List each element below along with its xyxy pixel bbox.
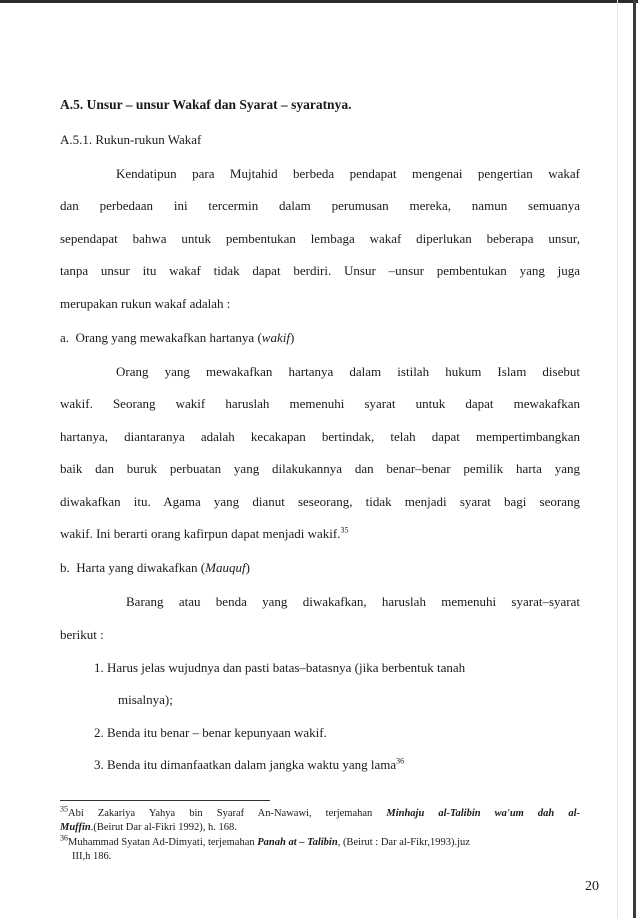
- footnote-text: .(Beirut Dar al-Fikri 1992), h. 168.: [90, 822, 237, 833]
- numbered-item-1-continuation: misalnya);: [118, 692, 173, 707]
- footnote-title: Minhaju al-Talibin wa'um dah al-: [386, 808, 581, 819]
- list-item-text: Harta yang diwakafkan (: [76, 560, 206, 575]
- list-item-b: [60, 560, 250, 576]
- paragraph-text: wakif. Ini berarti orang kafirpun dapat menjadi wakif.: [60, 526, 341, 541]
- footnote-text: Abi Zakariya Yahya bin Syaraf An-Nawawi, terjemahan: [68, 808, 387, 819]
- item-text: Benda itu benar – benar kepunyaan wakif.: [107, 725, 327, 740]
- numbered-item-3: [94, 757, 404, 773]
- item-text: Benda itu dimanfaatkan dalam jangka waktu yang lama: [107, 757, 397, 772]
- footnote-36-continuation: III,h 186.: [72, 851, 112, 862]
- paragraph-line: Orang yang mewakafkan hartanya dalam istilah hukum Islam disebut: [116, 364, 580, 379]
- item-number: 3.: [94, 757, 104, 772]
- paragraph-line: merupakan rukun wakaf adalah :: [60, 296, 231, 311]
- list-item-a: [60, 330, 294, 346]
- paragraph-line: tanpa unsur itu wakaf tidak dapat berdiri. Unsur –unsur pembentukan yang juga: [60, 263, 580, 278]
- list-item-close: ): [289, 330, 295, 345]
- paragraph-line: hartanya, diantaranya adalah kecakapan bertindak, telah dapat mempertimbangkan: [60, 429, 580, 444]
- list-item-close: ): [245, 560, 250, 575]
- item-number: 1.: [94, 660, 104, 675]
- section-heading: A.5. Unsur – unsur Wakaf dan Syarat – syaratnya.: [60, 97, 352, 112]
- item-text: Harus jelas wujudnya dan pasti batas–batasnya (jika berbentuk tanah: [107, 660, 466, 675]
- footnote-36: [60, 833, 470, 849]
- paragraph-line: [60, 526, 348, 542]
- footnote-text: Muhammad Syatan Ad-Dimyati, terjemahan: [68, 837, 258, 848]
- scan-shadow: [617, 0, 618, 918]
- item-number: 2.: [94, 725, 104, 740]
- paragraph-line: berikut :: [60, 627, 104, 642]
- paragraph-line: baik dan buruk perbuatan yang dilakukannya dan benar–benar pemilik harta yang: [60, 461, 580, 476]
- paragraph-line: sependapat bahwa untuk pembentukan lembaga wakaf diperlukan beberapa unsur,: [60, 231, 580, 246]
- footnote-ref: 35: [340, 525, 349, 535]
- paragraph-line: diwakafkan itu. Agama yang dianut seseorang, tidak menjadi syarat bagi seorang: [60, 494, 580, 509]
- footnote-ref: 36: [396, 756, 405, 766]
- numbered-item-2: [94, 725, 327, 741]
- footnote-separator: [60, 800, 270, 801]
- footnote-mark: 36: [60, 833, 68, 843]
- scan-right-edge: [633, 0, 636, 918]
- page-number: 20: [585, 879, 599, 894]
- paragraph-line: Kendatipun para Mujtahid berbeda pendapat mengenai pengertian wakaf: [116, 166, 580, 181]
- list-item-text: Orang yang mewakafkan hartanya (: [75, 330, 262, 345]
- paragraph-line: wakif. Seorang wakif haruslah memenuhi syarat untuk dapat mewakafkan: [60, 396, 580, 411]
- paragraph-line: dan perbedaan ini tercermin dalam perumusan mereka, namun semuanya: [60, 198, 580, 213]
- footnote-text: , (Beirut : Dar al-Fikr,1993).juz: [337, 837, 470, 848]
- footnote-title: Muffin: [60, 822, 91, 833]
- term-italic: wakif: [261, 330, 290, 345]
- footnote-35: [60, 804, 581, 820]
- footnote-35-continuation: [60, 821, 237, 834]
- paragraph-line: Barang atau benda yang diwakafkan, haruslah memenuhi syarat–syarat: [126, 594, 580, 609]
- term-italic: Mauquf: [205, 560, 246, 575]
- list-marker: b.: [60, 560, 70, 575]
- numbered-item-1: [94, 660, 465, 676]
- footnote-mark: 35: [60, 804, 68, 814]
- scan-top-edge: [0, 0, 638, 3]
- subsection-heading: A.5.1. Rukun-rukun Wakaf: [60, 132, 202, 147]
- list-marker: a.: [60, 330, 70, 345]
- footnote-title: Panah at – Talibin: [257, 837, 338, 848]
